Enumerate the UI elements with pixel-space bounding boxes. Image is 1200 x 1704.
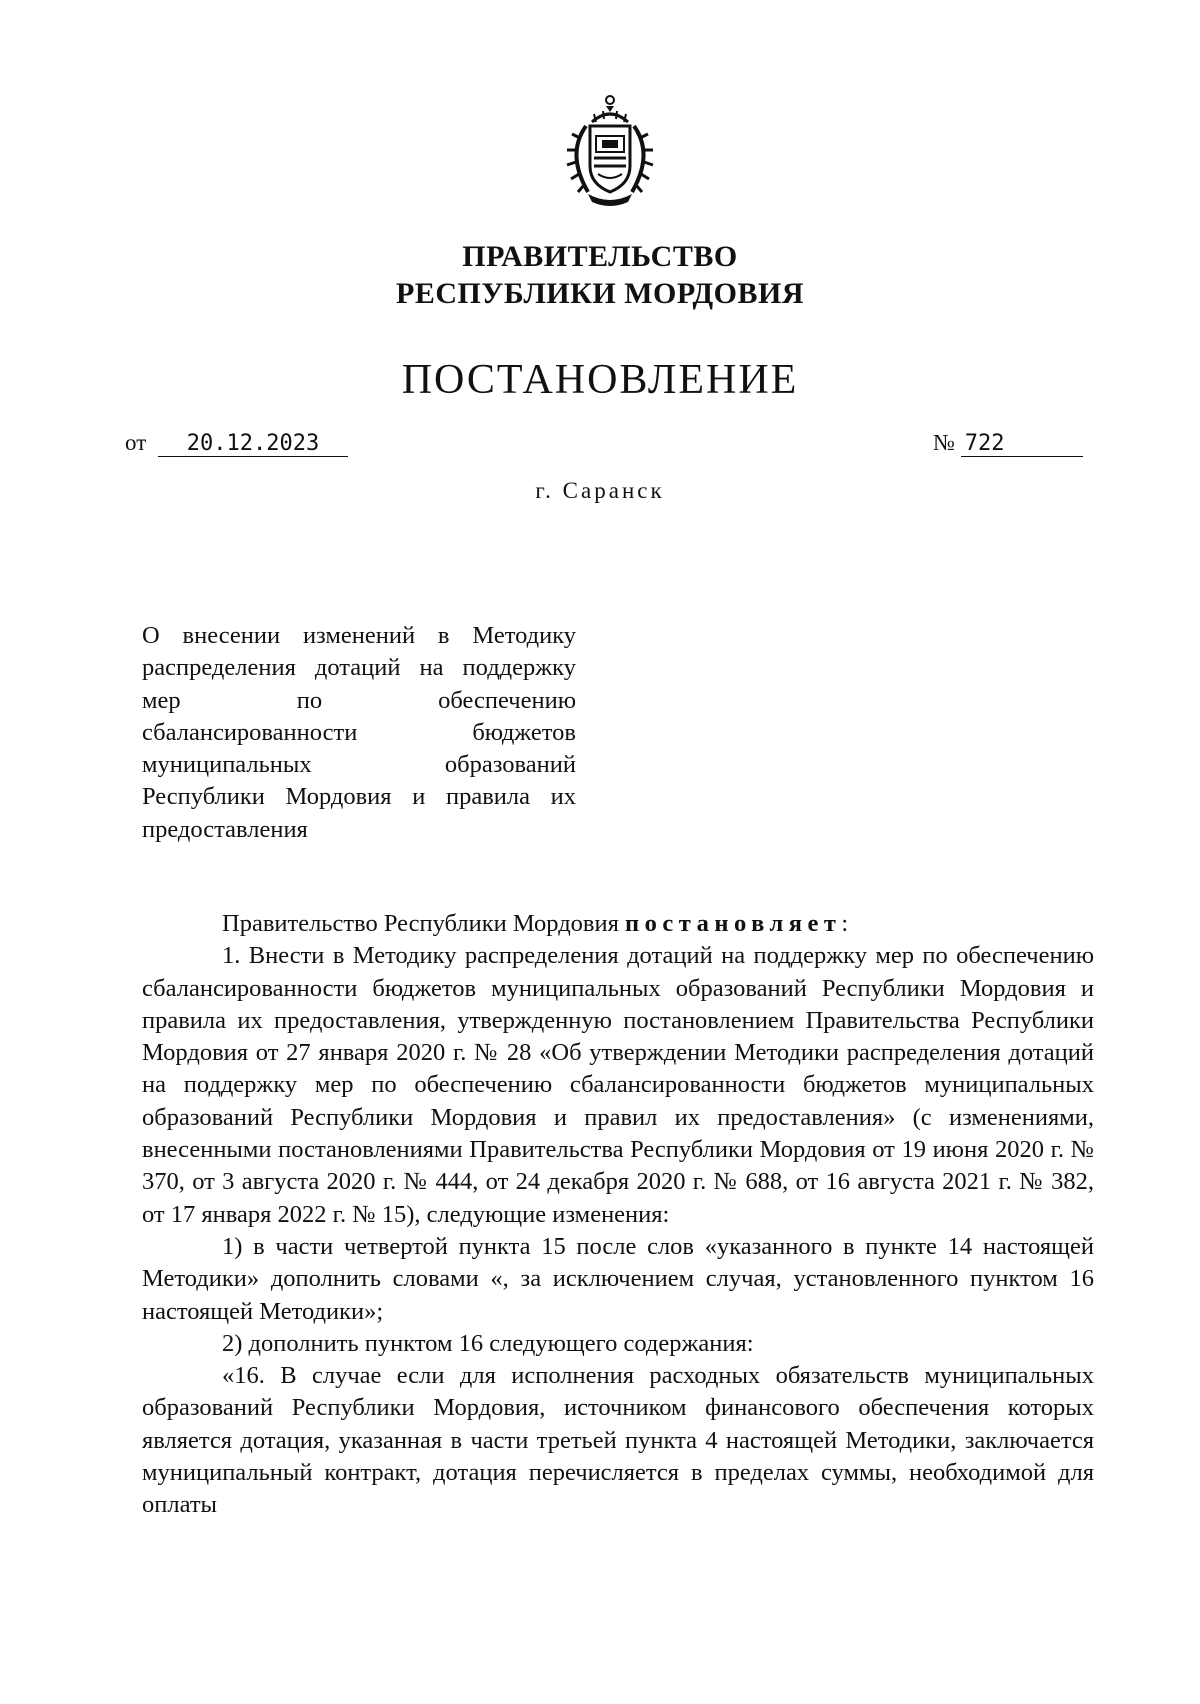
date-field bbox=[125, 430, 348, 457]
document-date: 20.12.2023 bbox=[158, 432, 348, 457]
number-field bbox=[933, 430, 1083, 457]
government-name-line-2: РЕСПУБЛИКИ МОРДОВИЯ bbox=[396, 277, 804, 310]
item-1-paragraph: 1. Внести в Методику распределения дотаций на поддержку мер по обеспечению сбалансированности бюджетов муниципальных образований Республики Мордовия и правила их предоставления, утвержденную постановлением Правительства Республики Мордовия от 27 января 2020 г. № 28 «Об утверждении Методики распределения дотаций на поддержку мер по обеспечению сбалансированности бюджетов муниципальных образований Республики Мордовия и правил их предоставления» (с изменениями, внесенными постановлениями Правительства Республики Мордовия от 19 июня 2020 г. № 370, от 3 августа 2020 г. № 444, от 24 декабря 2020 г. № 688, от 16 августа 2021 г. № 382, от 17 января 2022 г. № 15), следующие изменения: bbox=[142, 942, 1094, 1228]
subitem-1-paragraph: 1) в части четвертой пункта 15 после слов «указанного в пункте 14 настоящей Методики» дополнить словами «, за исключением случая, установленного пунктом 16 настоящей Методики»; bbox=[142, 1232, 1094, 1325]
document-number: 722 bbox=[961, 432, 1083, 457]
subitem-2-paragraph: 2) дополнить пунктом 16 следующего содержания: bbox=[222, 1329, 754, 1357]
document-body bbox=[142, 908, 1094, 1522]
intro-text: Правительство Республики Мордовия bbox=[222, 910, 619, 937]
document-subject: О внесении изменений в Методику распределения дотаций на поддержку мер по обеспечению сбалансированности бюджетов муниципальных образований Республики Мордовия и правила их предоставления bbox=[142, 622, 576, 843]
government-name-line-1: ПРАВИТЕЛЬСТВО bbox=[462, 240, 738, 273]
resolves-verb: постановляет bbox=[625, 910, 842, 937]
number-prefix: № bbox=[933, 430, 955, 455]
city-name: г. Саранск bbox=[535, 478, 665, 503]
coat-of-arms-icon bbox=[558, 92, 662, 210]
item-16-paragraph: «16. В случае если для исполнения расходных обязательств муниципальных образований Республики Мордовия, источником финансового обеспечения которых является дотация, указанная в части третьей пункта 4 настоящей Методики, заключается муниципальный контракт, дотация перечисляется в пределах суммы, необходимой для оплаты bbox=[142, 1362, 1094, 1519]
date-prefix: от bbox=[125, 430, 147, 455]
intro-colon: : bbox=[841, 910, 849, 937]
document-type-title: ПОСТАНОВЛЕНИЕ bbox=[401, 357, 799, 403]
intro-paragraph bbox=[142, 908, 1094, 940]
